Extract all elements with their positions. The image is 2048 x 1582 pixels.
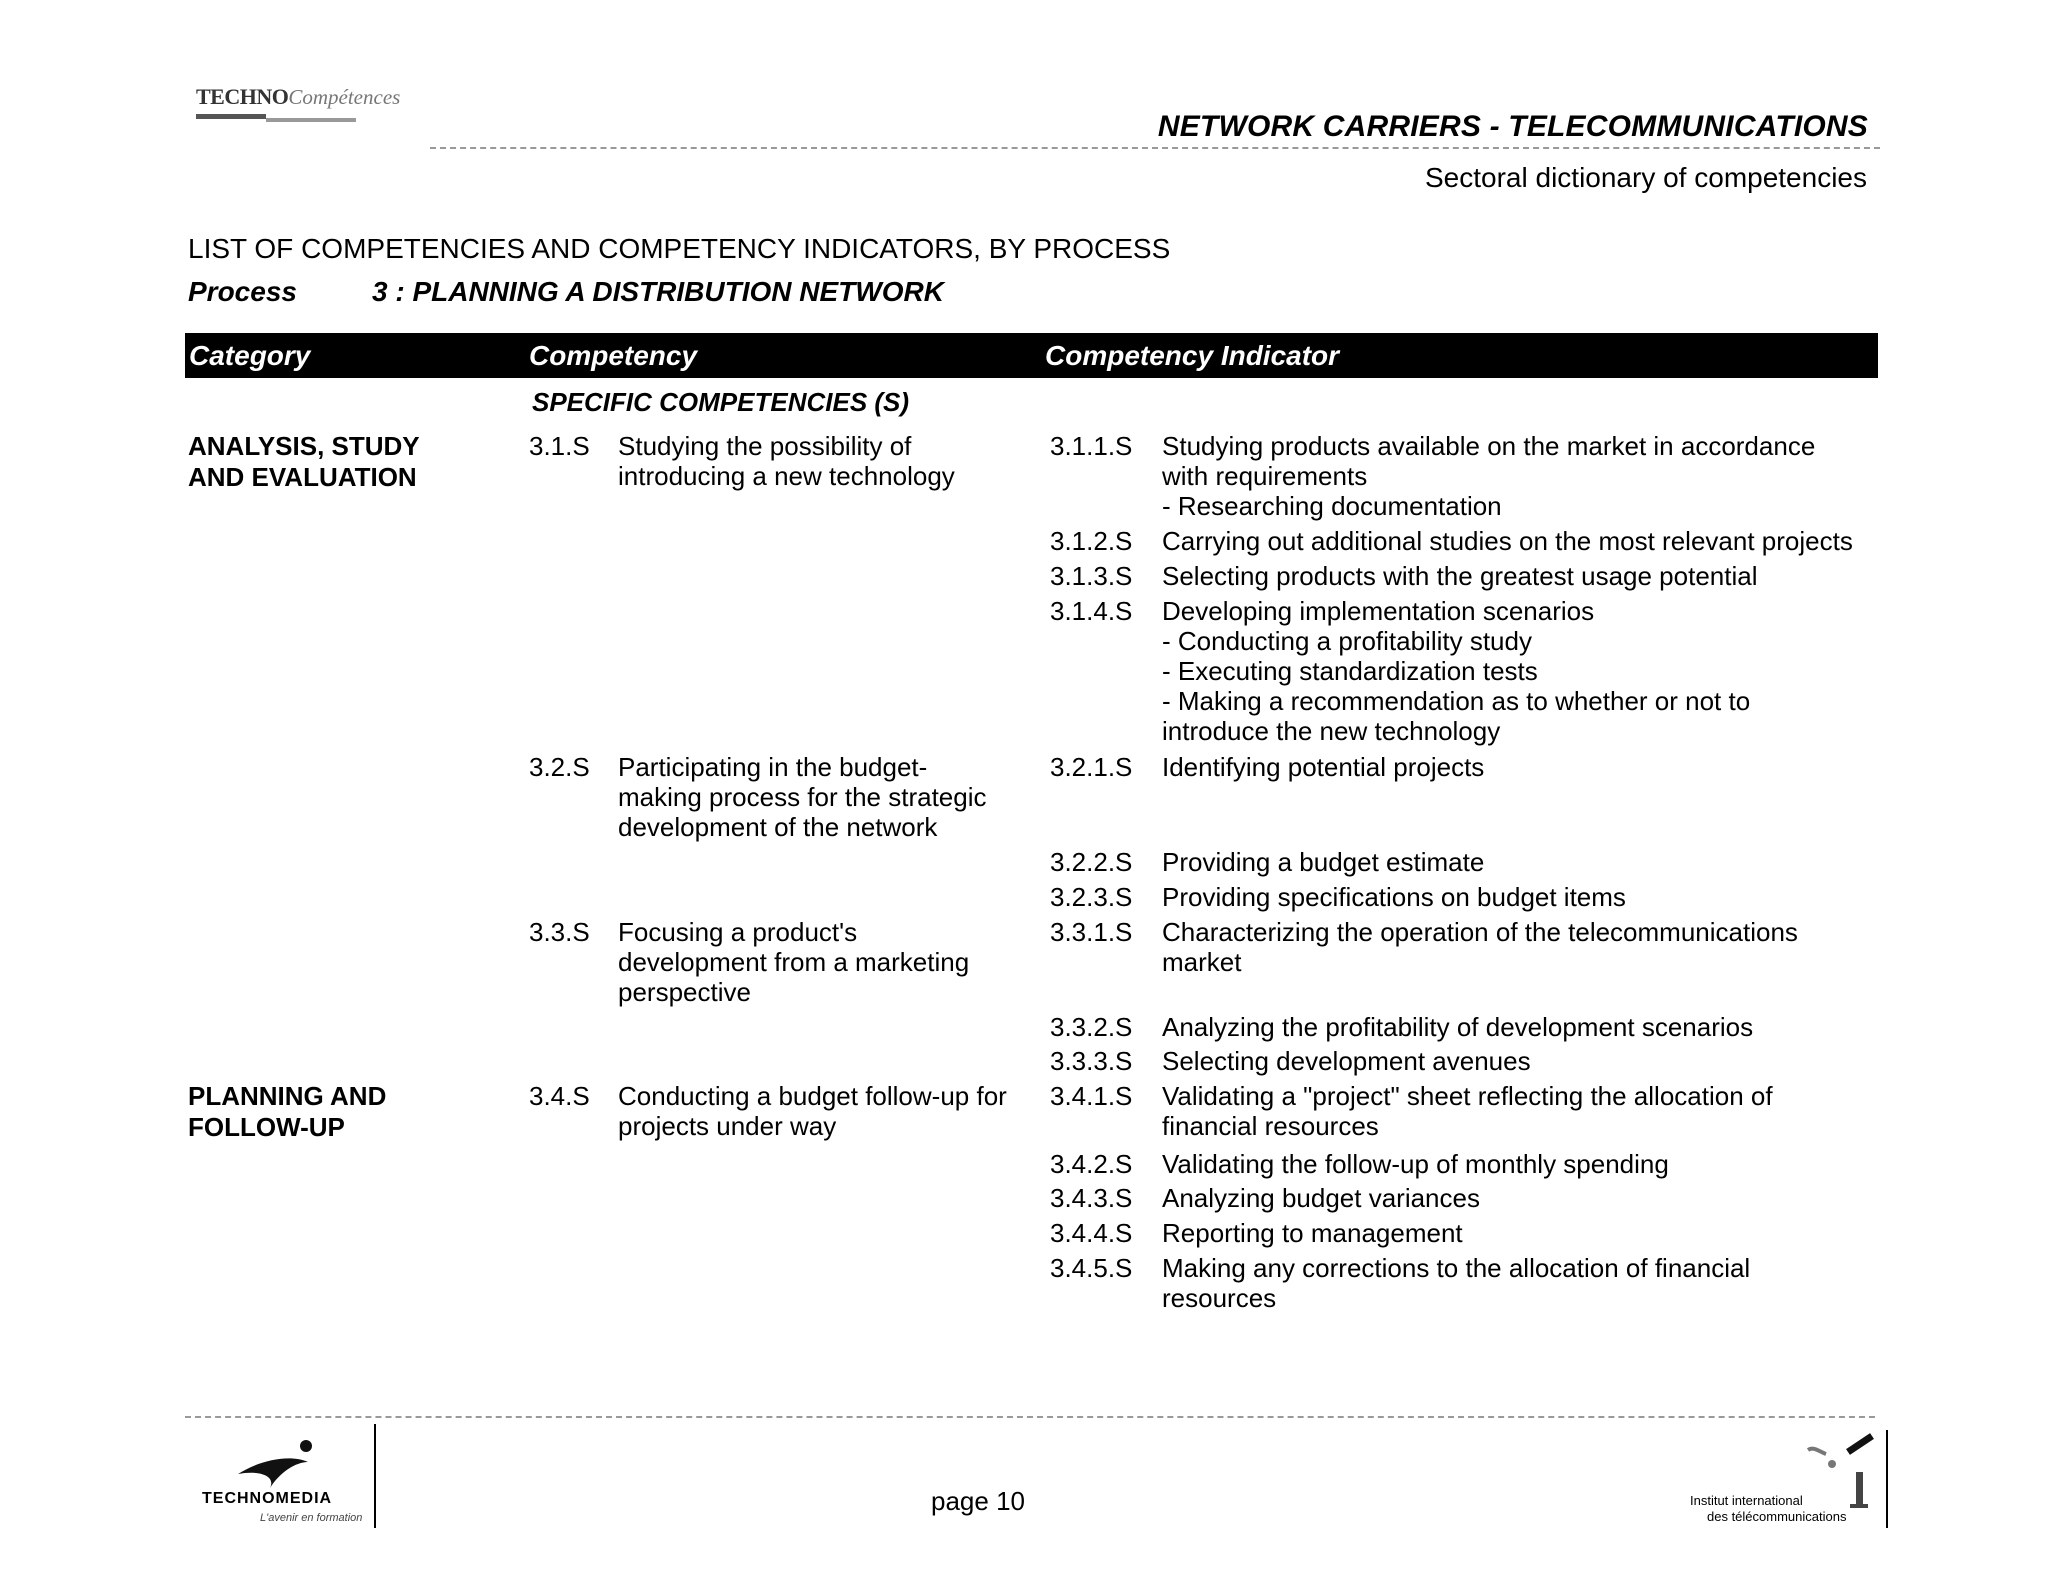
- indicator-text: Providing a budget estimate: [1162, 847, 1485, 877]
- competency-text: perspective: [618, 977, 751, 1007]
- competency-text: Conducting a budget follow-up for: [618, 1081, 1007, 1111]
- indicator-text: Selecting products with the greatest usage potential: [1162, 561, 1758, 591]
- logo-name: TECHNOMEDIA: [202, 1490, 333, 1507]
- footer-divider: [185, 1416, 1875, 1418]
- table-header: [185, 333, 1878, 378]
- column-header-category: Category: [189, 340, 311, 371]
- technocompetences-logo: [196, 84, 401, 134]
- indicator-code: 3.3.3.S: [1050, 1046, 1133, 1076]
- indicator-text: - Conducting a profitability study: [1162, 626, 1532, 656]
- process-line: [188, 276, 944, 308]
- indicator-code: 3.1.3.S: [1050, 561, 1133, 591]
- indicator-text: Characterizing the operation of the telecommunications: [1162, 917, 1798, 947]
- document-title: NETWORK CARRIERS - TELECOMMUNICATIONS: [1157, 110, 1868, 143]
- competency-code: 3.4.S: [529, 1081, 590, 1111]
- indicator-code: 3.4.4.S: [1050, 1218, 1133, 1248]
- indicator-text: introduce the new technology: [1162, 716, 1501, 746]
- competency-text: making process for the strategic: [618, 782, 987, 812]
- category-line: AND EVALUATION: [188, 462, 417, 492]
- competency-text: Focusing a product's: [618, 917, 858, 947]
- indicator-text: Reporting to management: [1162, 1218, 1463, 1248]
- logo-text-bold: TECHNO: [196, 84, 289, 109]
- indicator-code: 3.2.2.S: [1050, 847, 1133, 877]
- indicator-text: Selecting development avenues: [1162, 1046, 1531, 1076]
- indicator-text: - Researching documentation: [1162, 491, 1502, 521]
- indicator-code: 3.1.2.S: [1050, 526, 1133, 556]
- indicator-text: financial resources: [1162, 1111, 1379, 1141]
- competency-text: projects under way: [618, 1111, 837, 1141]
- indicator-text: Validating the follow-up of monthly spending: [1162, 1149, 1669, 1179]
- process-label: Process: [188, 276, 297, 307]
- indicator-code: 3.4.3.S: [1050, 1183, 1133, 1213]
- indicator-code: 3.1.1.S: [1050, 431, 1133, 461]
- section-label: SPECIFIC COMPETENCIES (S): [532, 387, 910, 417]
- competency-text: Studying the possibility of: [618, 431, 912, 461]
- column-header-competency: Competency: [529, 340, 698, 371]
- competency-text: Participating in the budget-: [618, 752, 928, 782]
- competency-code: 3.1.S: [529, 431, 590, 461]
- indicator-text: market: [1162, 947, 1242, 977]
- category-line: ANALYSIS, STUDY: [188, 431, 420, 461]
- indicator-code: 3.2.1.S: [1050, 752, 1133, 782]
- indicator-text: Carrying out additional studies on the most relevant projects: [1162, 526, 1853, 556]
- indicator-text: Studying products available on the market in accordance: [1162, 431, 1816, 461]
- indicator-code: 3.4.2.S: [1050, 1149, 1133, 1179]
- institut-line1: Institut international: [1690, 1493, 1803, 1508]
- column-header-indicator: Competency Indicator: [1045, 340, 1340, 371]
- indicator-text: Providing specifications on budget items: [1162, 882, 1626, 912]
- competency-text: development from a marketing: [618, 947, 970, 977]
- indicator-code: 3.4.1.S: [1050, 1081, 1133, 1111]
- competency-text: development of the network: [618, 812, 938, 842]
- indicator-text: Developing implementation scenarios: [1162, 596, 1595, 626]
- competency-code: 3.3.S: [529, 917, 590, 947]
- indicator-text: - Making a recommendation as to whether or not to: [1162, 686, 1751, 716]
- indicator-text: - Executing standardization tests: [1162, 656, 1538, 686]
- indicator-text: Analyzing the profitability of development scenarios: [1162, 1012, 1754, 1042]
- indicator-text: Analyzing budget variances: [1162, 1183, 1480, 1213]
- indicator-code: 3.1.4.S: [1050, 596, 1133, 626]
- footer-left-divider: [374, 1424, 376, 1528]
- category-line: PLANNING AND: [188, 1081, 387, 1111]
- logo-text-italic: Compétences: [288, 85, 401, 109]
- indicator-code: 3.3.1.S: [1050, 917, 1133, 947]
- indicator-code: 3.3.2.S: [1050, 1012, 1133, 1042]
- competency-code: 3.2.S: [529, 752, 590, 782]
- indicator-text: Validating a "project" sheet reflecting the allocation of: [1162, 1081, 1773, 1111]
- footer-right-divider: [1886, 1430, 1888, 1528]
- list-heading: LIST OF COMPETENCIES AND COMPETENCY INDICATORS, BY PROCESS: [188, 233, 1171, 264]
- indicator-text: Making any corrections to the allocation of financial: [1162, 1253, 1751, 1283]
- indicator-text: resources: [1162, 1283, 1277, 1313]
- process-value: 3 : PLANNING A DISTRIBUTION NETWORK: [372, 276, 944, 307]
- page-number: page 10: [931, 1486, 1025, 1516]
- competency-text: introducing a new technology: [618, 461, 955, 491]
- indicator-text: Identifying potential projects: [1162, 752, 1485, 782]
- category-line: FOLLOW-UP: [188, 1112, 345, 1142]
- document-subtitle: Sectoral dictionary of competencies: [1425, 162, 1867, 193]
- indicator-code: 3.4.5.S: [1050, 1253, 1133, 1283]
- institut-line2: des télécommunications: [1707, 1509, 1847, 1524]
- indicator-text: with requirements: [1162, 461, 1368, 491]
- technomedia-logo: [200, 1432, 380, 1532]
- logo-tagline: L'avenir en formation: [260, 1512, 363, 1524]
- institut-logo: [1680, 1430, 1892, 1530]
- header-divider: [430, 147, 1880, 149]
- indicator-code: 3.2.3.S: [1050, 882, 1133, 912]
